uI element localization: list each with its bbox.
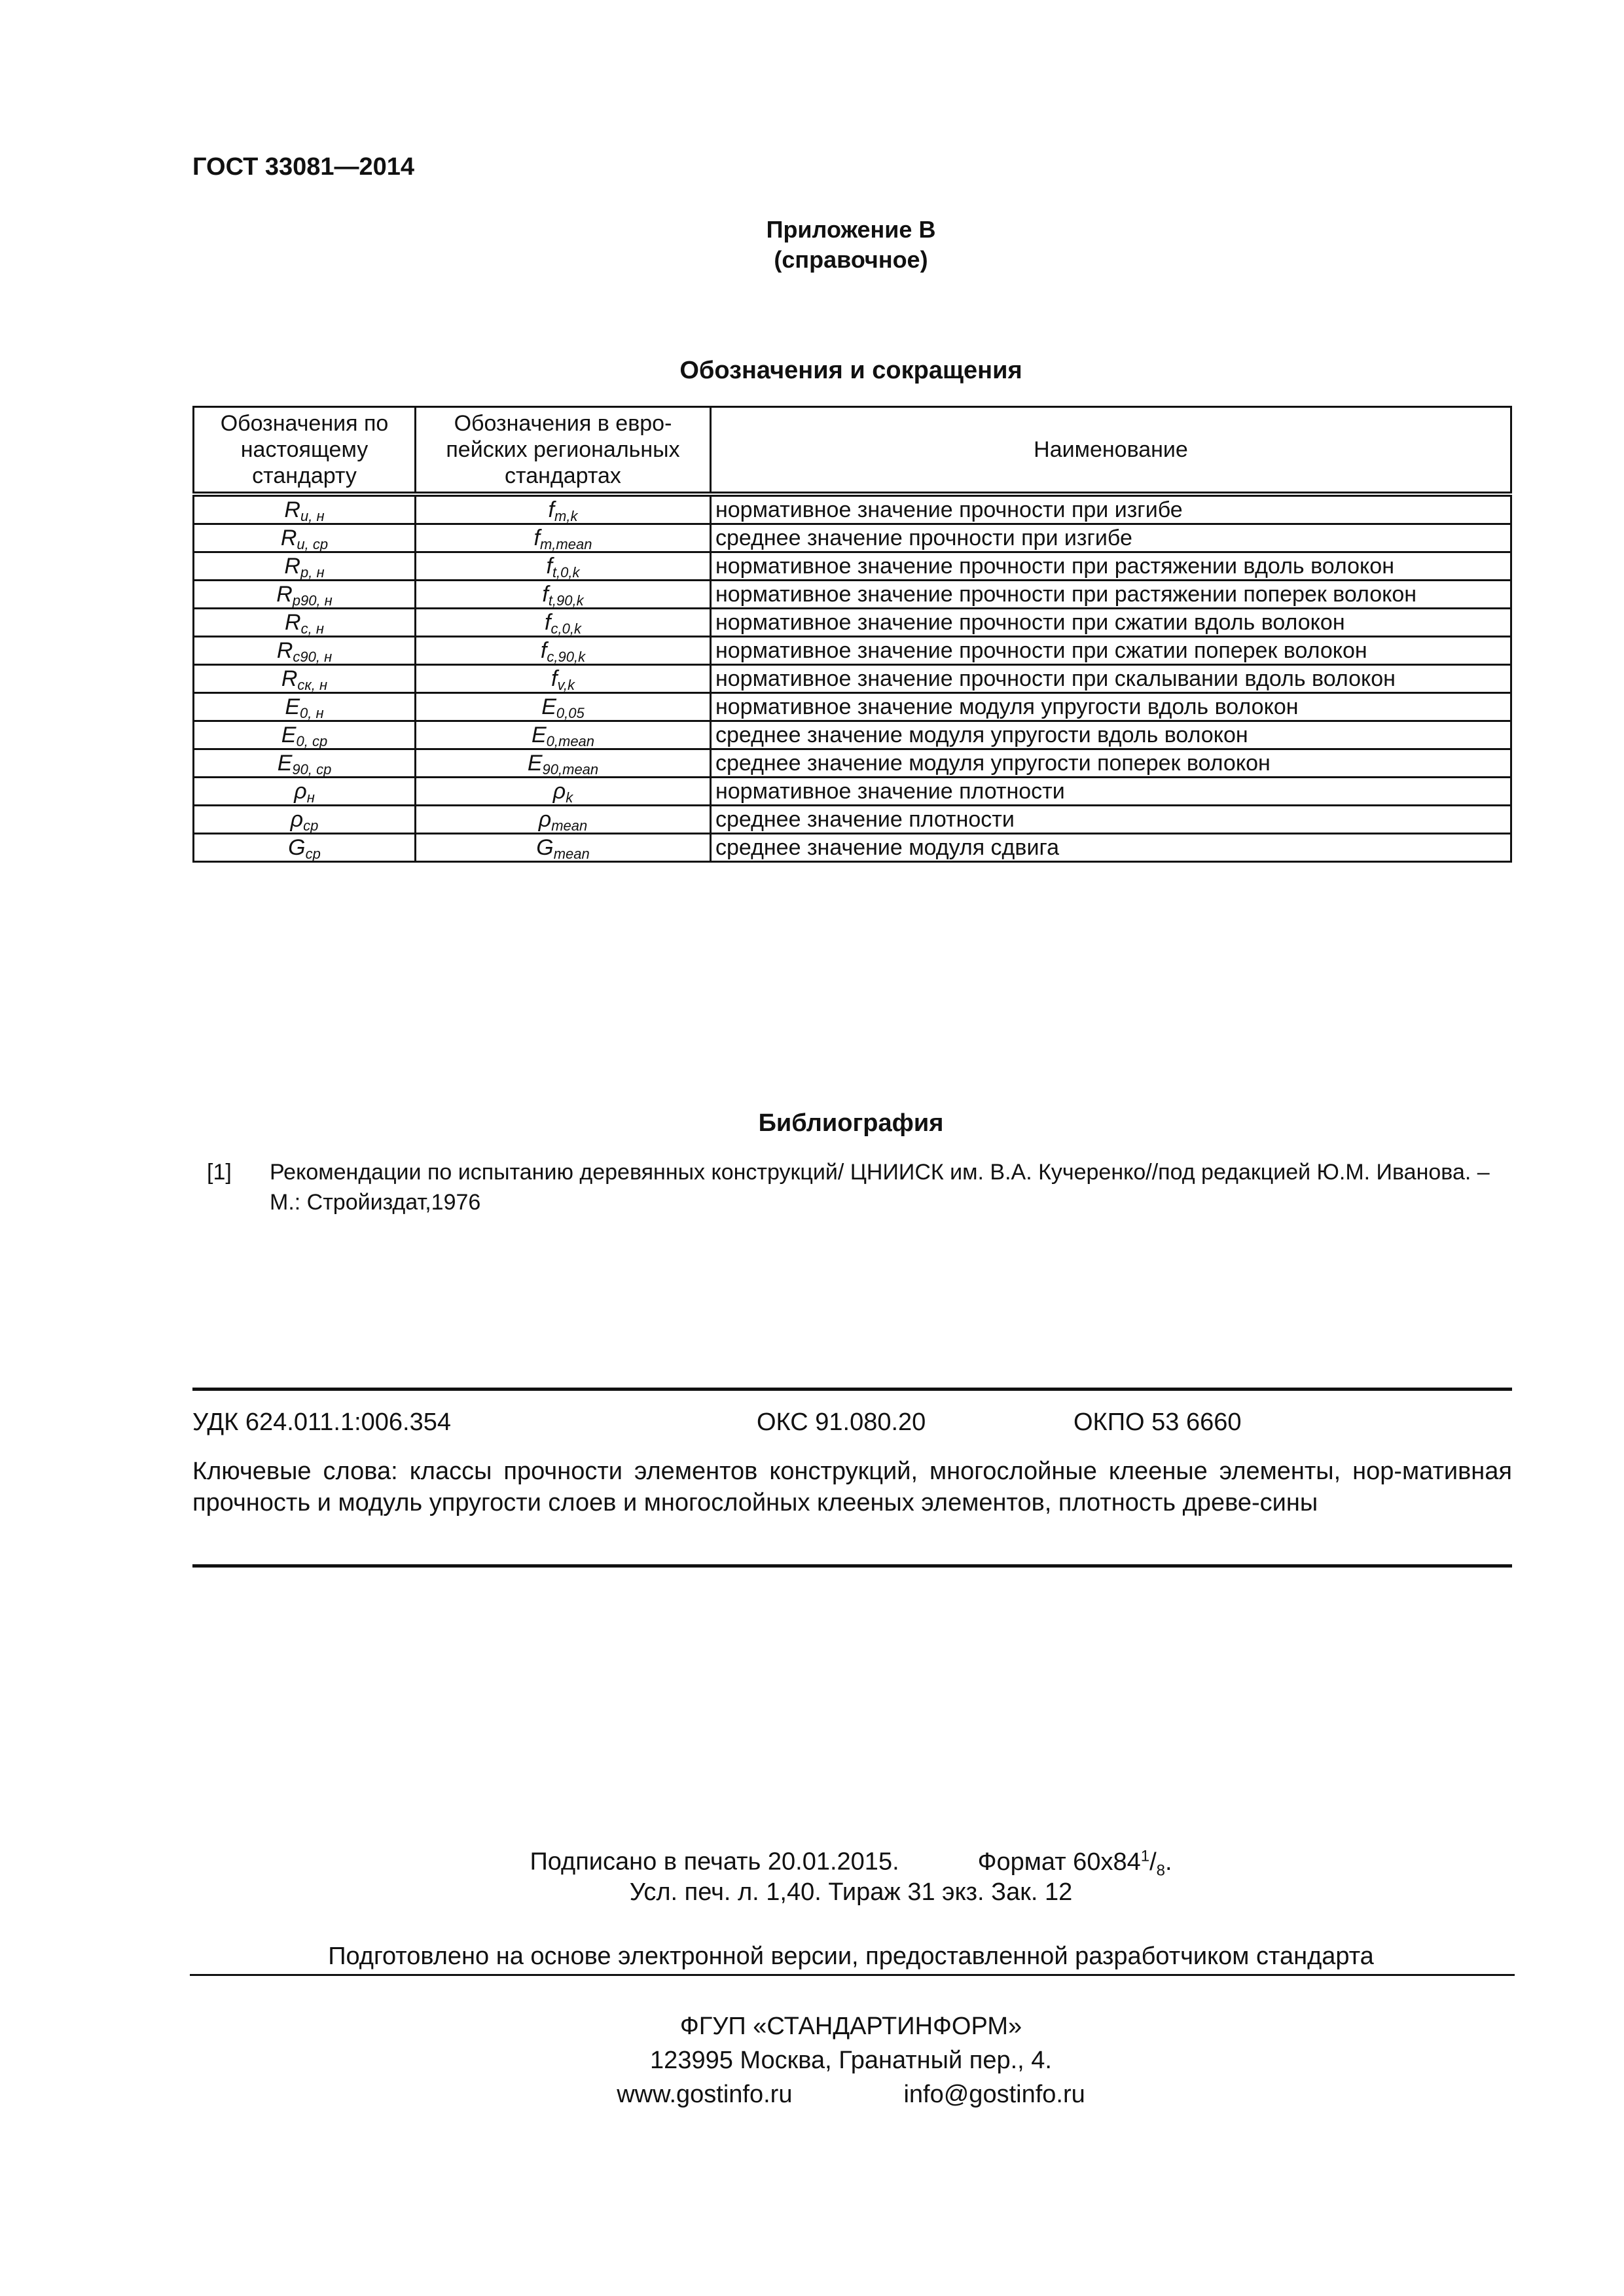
imprint-line-1 (0, 1847, 1624, 1880)
name-cell: нормативное значение плотности (711, 778, 1511, 806)
bibliography-title: Библиография (758, 1109, 944, 1137)
okpo-code: ОКПО 53 6660 (1074, 1408, 1242, 1436)
table-row (194, 581, 1511, 609)
local-symbol-cell: $R_{ск, н}$ (194, 665, 416, 693)
name-cell: нормативное значение прочности при сжатии вдоль волокон (711, 609, 1511, 637)
appendix-heading (0, 215, 1624, 275)
bibliography-item (207, 1157, 1509, 1217)
euro-symbol-cell: $E_{0,mean}$ (416, 721, 711, 749)
abbreviations-table (192, 406, 1512, 863)
euro-symbol-cell: $f_{m,k}$ (416, 494, 711, 524)
local-symbol-cell: $E_{0, ср}$ (194, 721, 416, 749)
table-header-row (194, 407, 1511, 495)
bibliography-item-number: [1] (207, 1160, 232, 1185)
name-cell: среднее значение модуля сдвига (711, 834, 1511, 862)
table-row (194, 693, 1511, 721)
bottom-divider (192, 1564, 1512, 1568)
table-row (194, 524, 1511, 552)
name-cell: нормативное значение прочности при растяжении поперек волокон (711, 581, 1511, 609)
table-row (194, 609, 1511, 637)
publisher-website-link[interactable]: www.gostinfo.ru (617, 2081, 793, 2108)
table-row (194, 834, 1511, 862)
publisher-email-link[interactable]: info@gostinfo.ru (903, 2081, 1085, 2108)
local-symbol-cell: $R_{c90, н}$ (194, 637, 416, 665)
signed-date: Подписано в печать 20.01.2015. (530, 1848, 899, 1876)
name-cell: нормативное значение прочности при сжатии поперек волокон (711, 637, 1511, 665)
table-row (194, 552, 1511, 581)
name-cell: нормативное значение модуля упругости вдоль волокон (711, 693, 1511, 721)
column-header-local-symbol: Обозначения по настоящему стандарту (194, 407, 416, 495)
imprint-sheets: Усл. печ. л. 1,40. Тираж 31 экз. Зак. 12 (629, 1878, 1073, 1906)
local-symbol-cell: $\rho_н$ (194, 778, 416, 806)
table-row (194, 749, 1511, 778)
euro-symbol-cell: $G_{mean}$ (416, 834, 711, 862)
bibliography-item-text: Рекомендации по испытанию деревянных конструкций/ ЦНИИСК им. В.А. Кучеренко//под редакцией Ю.М. Иванова. – М.: Стройиздат,1976 (270, 1160, 1490, 1215)
local-symbol-cell: $R_{p90, н}$ (194, 581, 416, 609)
local-symbol-cell: $R_{u, ср}$ (194, 524, 416, 552)
euro-symbol-cell: $\rho_{mean}$ (416, 806, 711, 834)
name-cell: среднее значение прочности при изгибе (711, 524, 1511, 552)
publisher-block (0, 2009, 1624, 2111)
appendix-note: (справочное) (774, 246, 928, 273)
euro-symbol-cell: $f_{t,90,k}$ (416, 581, 711, 609)
euro-symbol-cell: $f_{v,k}$ (416, 665, 711, 693)
euro-symbol-cell: $f_{t,0,k}$ (416, 552, 711, 581)
local-symbol-cell: $R_{c, н}$ (194, 609, 416, 637)
table-row (194, 778, 1511, 806)
appendix-title: Приложение В (766, 216, 936, 243)
local-symbol-cell: $R_{u, н}$ (194, 494, 416, 524)
table-row (194, 806, 1511, 834)
euro-symbol-cell: $f_{c,0,k}$ (416, 609, 711, 637)
top-divider (192, 1388, 1512, 1391)
table-body (194, 494, 1511, 862)
publisher-name: ФГУП «СТАНДАРТИНФОРМ» (679, 2013, 1022, 2040)
local-symbol-cell: $E_{0, н}$ (194, 693, 416, 721)
local-symbol-cell: $G_{ср}$ (194, 834, 416, 862)
imprint-prepared: Подготовлено на основе электронной версии, предоставленной разработчиком стандарта (328, 1943, 1374, 1970)
table-row (194, 665, 1511, 693)
euro-symbol-cell: $f_{m,mean}$ (416, 524, 711, 552)
euro-symbol-cell: $f_{c,90,k}$ (416, 637, 711, 665)
name-cell: нормативное значение прочности при скалывании вдоль волокон (711, 665, 1511, 693)
column-header-euro-symbol: Обозначения в евро-пейских региональных стандартах (416, 407, 711, 495)
imprint-divider (190, 1974, 1515, 1976)
name-cell: среднее значение плотности (711, 806, 1511, 834)
euro-symbol-cell: $\rho_k$ (416, 778, 711, 806)
paper-format: Формат $60x84^1/_8$. (977, 1847, 1172, 1880)
publisher-contacts (0, 2077, 1624, 2111)
table-row (194, 494, 1511, 524)
euro-symbol-cell: $E_{0,05}$ (416, 693, 711, 721)
local-symbol-cell: $E_{90, ср}$ (194, 749, 416, 778)
document-id: ГОСТ 33081—2014 (192, 153, 415, 181)
local-symbol-cell: $\rho_{ср}$ (194, 806, 416, 834)
name-cell: нормативное значение прочности при растяжении вдоль волокон (711, 552, 1511, 581)
keywords: Ключевые слова: классы прочности элементов конструкций, многослойные клееные элементы, нор-мативная прочность и модуль упругости слоев и многослойных клееных элементов, плотность древе-сины (192, 1458, 1512, 1516)
name-cell: среднее значение модуля упругости поперек волокон (711, 749, 1511, 778)
table-row (194, 637, 1511, 665)
udk-code: УДК 624.011.1:006.354 (192, 1408, 452, 1436)
euro-symbol-cell: $E_{90,mean}$ (416, 749, 711, 778)
section-title: Обозначения и сокращения (679, 357, 1022, 384)
name-cell: среднее значение модуля упругости вдоль волокон (711, 721, 1511, 749)
publisher-address: 123995 Москва, Гранатный пер., 4. (650, 2047, 1052, 2074)
table-row (194, 721, 1511, 749)
local-symbol-cell: $R_{p, н}$ (194, 552, 416, 581)
oks-code: ОКС 91.080.20 (757, 1408, 926, 1436)
column-header-name: Наименование (711, 407, 1511, 495)
name-cell: нормативное значение прочности при изгибе (711, 494, 1511, 524)
